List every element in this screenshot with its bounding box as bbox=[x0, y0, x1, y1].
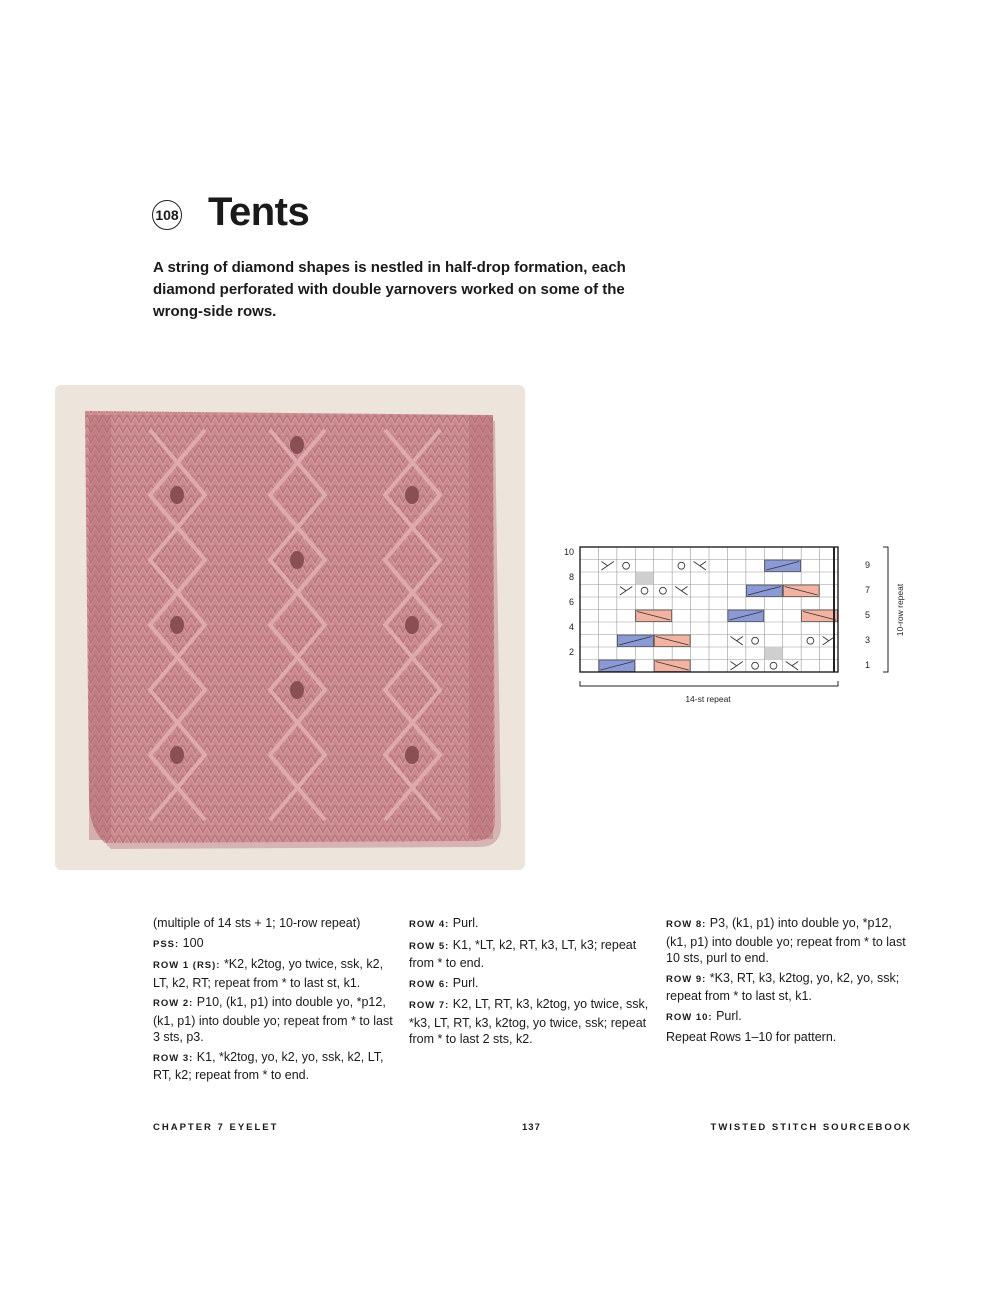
cable-symbol bbox=[599, 660, 635, 672]
stitch-chart bbox=[560, 540, 910, 715]
row-label: 8 bbox=[568, 572, 574, 582]
row-label: 4 bbox=[568, 622, 574, 632]
row-label: 1 bbox=[865, 660, 871, 670]
knitted-swatch-photo bbox=[55, 385, 525, 870]
cable-symbol bbox=[654, 635, 690, 647]
cable-symbol bbox=[728, 610, 764, 622]
yarnover-symbol bbox=[770, 662, 777, 669]
row-instruction: ROW 9: *K3, RT, k3, k2tog, yo, k2, yo, ssk; repeat from * to last st, k1. bbox=[666, 970, 900, 1003]
no-stitch-cell bbox=[765, 648, 782, 660]
cable-symbol bbox=[654, 660, 690, 672]
cable-symbol bbox=[802, 610, 838, 622]
row-label: 7 bbox=[865, 585, 871, 595]
row-label: 10 bbox=[563, 547, 574, 557]
row-label: 5 bbox=[865, 610, 871, 620]
pattern-number: 108 bbox=[155, 207, 179, 223]
decrease-symbol bbox=[786, 662, 798, 671]
yarnover-symbol bbox=[752, 662, 759, 669]
pattern-number-badge bbox=[152, 200, 182, 230]
row-label: 9 bbox=[865, 560, 871, 570]
multiple-note: (multiple of 14 sts + 1; 10-row repeat) bbox=[153, 916, 361, 930]
cable-symbol bbox=[783, 585, 819, 597]
cable-symbol bbox=[636, 610, 672, 622]
repeat-label: 14-st repeat bbox=[685, 694, 731, 704]
pss-line: PSS: 100 bbox=[153, 935, 204, 950]
row-repeat-label: 10-row repeat bbox=[895, 583, 905, 637]
decrease-symbol bbox=[601, 562, 613, 571]
repeat-note: Repeat Rows 1–10 for pattern. bbox=[666, 1030, 837, 1044]
instructions-column-2 bbox=[409, 915, 649, 1051]
pattern-description: A string of diamond shapes is nestled in half-drop formation, each diamond perforated with double yarnovers worked on some of the wrong-side rows. bbox=[153, 259, 626, 320]
footer-chapter: CHAPTER 7 EYELET bbox=[153, 1122, 279, 1133]
instructions-column-3 bbox=[666, 915, 906, 1049]
cable-symbol bbox=[765, 560, 801, 572]
row-label: 2 bbox=[568, 647, 574, 657]
yarnover-symbol bbox=[807, 637, 814, 644]
cable-symbol bbox=[746, 585, 782, 597]
chart-cells bbox=[599, 560, 838, 672]
cable-symbol bbox=[617, 635, 653, 647]
row-instruction: ROW 2: P10, (k1, p1) into double yo, *p12, (k1, p1) into double yo; repeat from * to last 3 sts, p3. bbox=[153, 995, 393, 1044]
row-instruction: ROW 4: Purl. bbox=[409, 916, 479, 930]
row-label: 6 bbox=[568, 597, 574, 607]
row-instruction: ROW 6: Purl. bbox=[409, 975, 479, 990]
row-instruction: ROW 7: K2, LT, RT, k3, k2tog, yo twice, ssk, *k3, LT, RT, k3, k2tog, yo twice, ssk; repeat from * to last 2 sts, k2. bbox=[409, 997, 649, 1046]
decrease-symbol bbox=[675, 587, 687, 596]
footer-book-title: TWISTED STITCH SOURCEBOOK bbox=[710, 1122, 912, 1133]
decrease-symbol bbox=[620, 587, 632, 596]
row-instruction: ROW 1 (RS): *K2, k2tog, yo twice, ssk, k2, LT, k2, RT; repeat from * to last st, k1. bbox=[153, 957, 384, 990]
yarnover-symbol bbox=[752, 637, 759, 644]
page-title: Tents bbox=[208, 190, 310, 234]
decrease-symbol bbox=[730, 662, 742, 671]
decrease-symbol bbox=[694, 562, 706, 571]
yarnover-symbol bbox=[641, 587, 648, 594]
instructions-column-1 bbox=[153, 915, 393, 1087]
row-instruction: ROW 5: K1, *LT, k2, RT, k3, LT, k3; repeat from * to end. bbox=[409, 937, 637, 970]
yarnover-symbol bbox=[678, 562, 685, 569]
row-label: 3 bbox=[865, 635, 871, 645]
row-instruction: ROW 8: P3, (k1, p1) into double yo, *p12, (k1, p1) into double yo; repeat from * to last 10 sts, purl to end. bbox=[666, 916, 906, 965]
yarnover-symbol bbox=[623, 562, 630, 569]
no-stitch-cell bbox=[636, 573, 653, 585]
page-number: 137 bbox=[522, 1122, 541, 1133]
yarnover-symbol bbox=[660, 587, 667, 594]
decrease-symbol bbox=[730, 637, 742, 646]
row-instruction: ROW 3: K1, *k2tog, yo, k2, yo, ssk, k2, LT, RT, k2; repeat from * to end. bbox=[153, 1049, 384, 1082]
row-instruction: ROW 10: Purl. bbox=[666, 1008, 742, 1023]
